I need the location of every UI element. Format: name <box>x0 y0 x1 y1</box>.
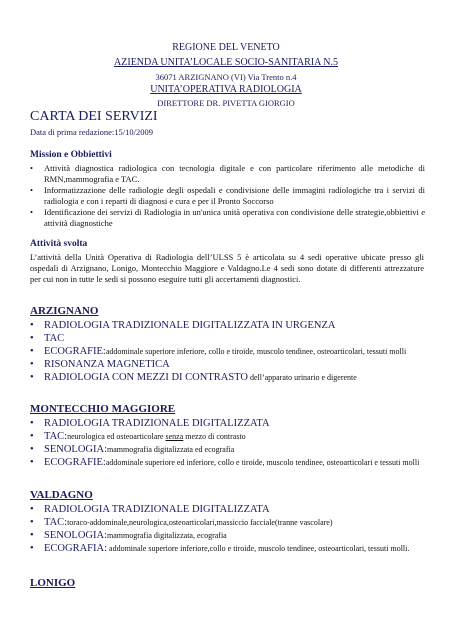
section-heading-lonigo: LONIGO <box>30 577 76 589</box>
bullet-icon: • <box>30 163 33 173</box>
valdagno-list <box>30 503 425 555</box>
montecchio-list <box>30 417 425 469</box>
bullet-icon: • <box>30 346 34 357</box>
list-item: • TAC:toraco-addominale,neurologica,osteoarticolari,massiccio facciale(tranne vascolare) <box>30 517 333 528</box>
header-region: REGIONE DEL VENETO <box>172 42 280 53</box>
bullet-icon: • <box>30 444 34 455</box>
bullet-icon: • <box>30 517 34 528</box>
bullet-icon: • <box>30 372 34 383</box>
header-unit: UNITA’OPERATIVA RADIOLOGIA <box>150 84 302 95</box>
list-item: • Identificazione dei servizi di Radiologia in un'unica unità operativa con condivisione delle strategie,obbiettivi e attività diagnostiche <box>30 207 425 228</box>
bullet-icon: • <box>30 320 34 331</box>
list-item: • SENOLOGIA:mammografia digitalizzata, ecografia <box>30 530 227 541</box>
page-title: CARTA DEI SERVIZI <box>30 109 158 124</box>
list-item: • TAC:neurologica ed osteoarticolare senza mezzo di contrasto <box>30 431 246 442</box>
header-address: 36071 ARZIGNANO (VI) Via Trento n.4 <box>155 72 297 82</box>
bullet-icon: • <box>30 504 34 515</box>
bullet-icon: • <box>30 457 34 468</box>
list-item: • Informatizzazione delle radiologie degli ospedali e condivisione delle immagini radiologiche tra i servizi di radiologia e con i reparti di diagnosi e cura e per il Pronto Soccorso <box>30 185 425 206</box>
list-item: • TAC <box>30 333 65 344</box>
bullet-icon: • <box>30 359 34 370</box>
attivita-heading: Attività svolta <box>30 239 88 249</box>
list-item: • SENOLOGIA:mammografia digitalizzata ed ecografia <box>30 444 235 455</box>
arzignano-list <box>30 319 425 384</box>
list-item: • RADIOLOGIA TRADIZIONALE DIGITALIZZATA <box>30 504 270 515</box>
bullet-icon: • <box>30 185 33 195</box>
section-heading-arzignano: ARZIGNANO <box>30 305 99 317</box>
bullet-icon: • <box>30 207 33 217</box>
attivita-text: L’attività della Unità Operativa di Radiologia dell’ULSS 5 è articolata su 4 sedi operative ubicate presso gli ospedali di Arzignano, Lonigo, Montecchio Maggiore e Valdagno.Le 4 sedi sono dotate di differenti attrezzature per cui non in tutte le sedi si possono eseguire tutti gli accertamenti diagnostici. <box>30 252 424 284</box>
header-director: DIRETTORE DR. PIVETTA GIORGIO <box>157 98 295 108</box>
list-item: • RISONANZA MAGNETICA <box>30 359 170 370</box>
bullet-icon: • <box>30 333 34 344</box>
redaction-date: Data di prima redazione:15/10/2009 <box>30 127 153 137</box>
list-item: • ECOGRAFIE:addominale superiore inferiore, collo e tiroide, muscolo tendinee, osteoarticolari, tessuti molli <box>30 346 407 357</box>
list-item: • RADIOLOGIA CON MEZZI DI CONTRASTO dell’apparato urinario e digerente <box>30 372 357 383</box>
list-item: • RADIOLOGIA TRADIZIONALE DIGITALIZZATA IN URGENZA <box>30 320 336 331</box>
bullet-icon: • <box>30 431 34 442</box>
mission-list <box>30 163 425 229</box>
list-item: • ECOGRAFIA: addominale superiore inferiore,collo e tiroide, muscolo tendinee, osteoarticolari, tessuti molli. <box>30 543 410 554</box>
list-item: • Attività diagnostica radiologica con tecnologia digitale e con particolare riferimento alle metodiche di RMN,mammografia e TAC. <box>30 163 425 184</box>
section-heading-valdagno: VALDAGNO <box>30 489 93 501</box>
section-heading-montecchio: MONTECCHIO MAGGIORE <box>30 403 176 415</box>
bullet-icon: • <box>30 543 34 554</box>
bullet-icon: • <box>30 418 34 429</box>
list-item: • RADIOLOGIA TRADIZIONALE DIGITALIZZATA <box>30 418 270 429</box>
mission-heading: Mission e Obbiettivi <box>30 150 112 160</box>
bullet-icon: • <box>30 530 34 541</box>
list-item: • ECOGRAFIE:addominale superiore ed inferiore, collo e tiroide, muscolo tendinee, osteoarticolari e tessuti molli <box>30 457 420 468</box>
header-azienda: AZIENDA UNITA’LOCALE SOCIO-SANITARIA N.5 <box>114 57 338 68</box>
